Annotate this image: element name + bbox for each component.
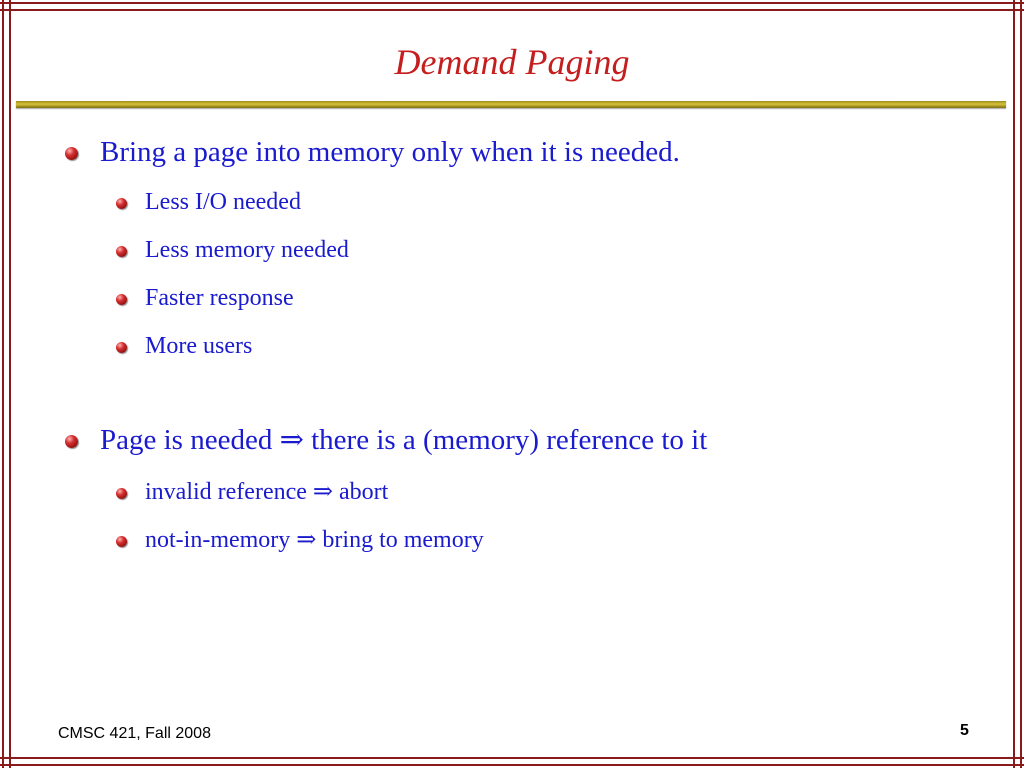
- frame-top-inner: [0, 9, 1024, 11]
- sub-bullet-text: invalid reference ⇒ abort: [145, 479, 389, 505]
- frame-top-outer: [0, 2, 1024, 4]
- frame-right-inner: [1013, 0, 1015, 768]
- bullet-icon: [116, 342, 127, 353]
- bullet-icon: [116, 246, 127, 257]
- bullet-icon: [116, 294, 127, 305]
- footer-course: CMSC 421, Fall 2008: [58, 725, 211, 742]
- bullet-icon: [116, 488, 127, 499]
- sub-bullet-text: Faster response: [145, 285, 294, 311]
- frame-bottom-inner: [0, 757, 1024, 759]
- sub-bullet-text: Less I/O needed: [145, 189, 301, 215]
- bullet-icon: [65, 147, 78, 160]
- frame-bottom-outer: [0, 764, 1024, 766]
- bullet-text: Page is needed ⇒ there is a (memory) reference to it: [100, 424, 708, 456]
- bullet-text: Bring a page into memory only when it is needed.: [100, 136, 680, 168]
- title-divider: [16, 101, 1006, 108]
- sub-bullet-text: Less memory needed: [145, 237, 349, 263]
- sub-bullet-text: More users: [145, 333, 253, 359]
- bullet-icon: [116, 536, 127, 547]
- slide-title: Demand Paging: [394, 42, 630, 82]
- frame-left-outer: [2, 0, 4, 768]
- bullet-icon: [65, 435, 78, 448]
- page-number: 5: [960, 722, 969, 739]
- frame-right-outer: [1020, 0, 1022, 768]
- bullet-icon: [116, 198, 127, 209]
- frame-left-inner: [9, 0, 11, 768]
- sub-bullet-text: not-in-memory ⇒ bring to memory: [145, 527, 484, 553]
